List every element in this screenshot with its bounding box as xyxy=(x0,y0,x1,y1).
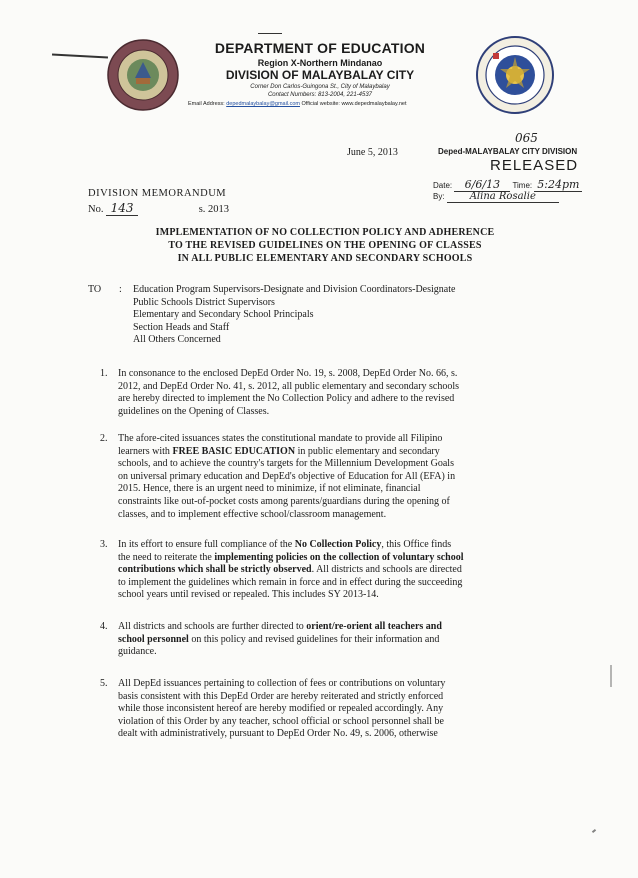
stamp-by-value: Alina Rosalie xyxy=(447,191,559,203)
paragraph-line xyxy=(118,552,548,565)
paragraph-line: dealt with administratively, pursuant to DepEd Order No. 49, s. 2006, otherwise xyxy=(118,728,438,740)
paragraph-number: 3. xyxy=(100,539,108,550)
paragraph-line: while those inconsistent hereof are hereby modified or repealed accordingly. Any xyxy=(118,703,444,715)
paragraph-5 xyxy=(100,678,548,741)
stamp-date-value: 6/6/13 xyxy=(454,178,510,192)
recipient-item: All Others Concerned xyxy=(133,334,221,345)
office-address: Corner Don Carlos-Guingona St., City of Malaybalay xyxy=(250,84,390,90)
stamp-status: RELEASED xyxy=(490,157,579,174)
recipient-item: Education Program Supervisors-Designate and Division Coordinators-Designate xyxy=(133,284,456,295)
paragraph-4 xyxy=(100,621,548,659)
scan-mark xyxy=(592,829,596,833)
stamp-date-row xyxy=(433,178,582,192)
recipient-item: Section Heads and Staff xyxy=(133,321,230,333)
scan-mark xyxy=(610,665,612,687)
website-text: Official website: www.depedmalaybalay.net xyxy=(301,101,407,107)
email-label: Email Address: xyxy=(188,101,225,107)
text-span: learners with xyxy=(118,445,173,457)
paragraph-line xyxy=(118,634,548,647)
stamp-number: 065 xyxy=(515,131,538,145)
text-span: in public elementary and secondary xyxy=(295,445,440,457)
deped-seal-logo xyxy=(475,35,555,115)
to-label: TO xyxy=(88,284,102,295)
paragraph-line: All DepEd issuances pertaining to collection of fees or contributions on voluntary xyxy=(118,678,446,689)
paragraph-line xyxy=(118,564,548,577)
paragraph-number: 5. xyxy=(100,678,108,689)
stamp-by-row xyxy=(433,191,559,203)
subject-line: IN ALL PUBLIC ELEMENTARY AND SECONDARY SCHOOLS xyxy=(177,253,473,264)
paragraph-number: 2. xyxy=(100,433,108,444)
text-span: . All districts and schools are directed xyxy=(311,564,462,576)
paragraph-line: to implement the guidelines which remain in force and in effect during the succeeding xyxy=(118,576,463,588)
paragraph-line: The afore-cited issuances states the constitutional mandate to provide all Filipino xyxy=(118,433,443,444)
division-name: DIVISION OF MALAYBALAY CITY xyxy=(225,68,415,82)
memo-date: June 5, 2013 xyxy=(347,147,398,158)
paragraph-line xyxy=(118,446,548,459)
stamp-by-label: By: xyxy=(433,192,445,201)
paragraph-line: are hereby directed to implement the No Collection Policy and adhere to the revised xyxy=(118,393,455,405)
bold-phrase: implementing policies on the collection of voluntary school xyxy=(214,551,464,563)
paragraph-line: 2015. Hence, there is an urgent need to minimize, if not eliminate, financial xyxy=(118,483,421,495)
text-span: In its effort to ensure full compliance of the xyxy=(118,539,295,550)
bold-phrase: No Collection Policy xyxy=(294,539,382,550)
pen-stroke-mark xyxy=(52,54,108,59)
memo-no-value: 143 xyxy=(106,201,138,216)
paragraph-line: school years until revised or repealed. This includes SY 2013-14. xyxy=(118,589,379,601)
paragraph-line xyxy=(118,539,548,552)
recipient-list xyxy=(119,284,456,347)
paragraph-line: In consonance to the enclosed DepEd Order No. 19, s. 2008, DepEd Order No. 66, s. xyxy=(118,368,458,379)
department-title: DEPARTMENT OF EDUCATION xyxy=(214,40,426,56)
bold-phrase: contributions which shall be strictly observed xyxy=(118,564,312,576)
memo-series: s. 2013 xyxy=(198,204,230,215)
subject-line: TO THE REVISED GUIDELINES ON THE OPENING OF CLASSES xyxy=(168,240,482,251)
memo-title: DIVISION MEMORANDUM xyxy=(88,188,227,199)
stamp-time-label: Time: xyxy=(512,181,533,190)
text-span: the need to reiterate the xyxy=(118,551,215,563)
memo-no-label: No. xyxy=(88,204,104,215)
region-name: Region X-Northern Mindanao xyxy=(257,58,383,68)
text-span: on this policy and revised guidelines for their information and xyxy=(188,633,440,645)
memo-subject xyxy=(100,226,550,265)
stamp-date-label: Date: xyxy=(433,181,453,190)
paragraph-line: schools, and to achieve the country's targets for the Millennium Development Goals xyxy=(118,458,454,470)
paragraph-3 xyxy=(100,539,548,602)
text-span: All districts and schools are further directed to xyxy=(118,621,307,632)
paragraph-line: on universal primary education and DepEd's objective of Education for All (EFA) in xyxy=(118,470,456,482)
paragraph-1 xyxy=(100,368,548,418)
paragraph-line: guidance. xyxy=(118,646,157,658)
email-link[interactable]: depedmalaybalay@gmail.com xyxy=(226,101,300,107)
stamp-office: Deped-MALAYBALAY CITY DIVISION xyxy=(438,147,578,156)
text-span: , this Office finds xyxy=(381,539,452,550)
recipient-item: Public Schools District Supervisors xyxy=(133,296,275,308)
recipient-item: Elementary and Secondary School Principals xyxy=(133,309,314,320)
email-website-line xyxy=(188,101,458,107)
paragraph-number: 1. xyxy=(100,368,108,379)
paragraph-line xyxy=(118,621,548,634)
paragraph-2 xyxy=(100,433,548,521)
paragraph-line: guidelines on the Opening of Classes. xyxy=(118,405,270,417)
paragraph-number: 4. xyxy=(100,621,108,632)
memo-number-line xyxy=(88,201,229,216)
stamp-time-value: 5:24pm xyxy=(534,178,582,192)
paragraph-line: classes, and to implement effective school/classroom management. xyxy=(118,508,387,520)
bold-phrase: orient/re-orient all teachers and xyxy=(306,621,442,632)
contact-numbers: Contact Numbers: 813-2004, 221-4537 xyxy=(267,92,373,98)
paragraph-line: 2012, and DepEd Order No. 41, s. 2012, all public elementary and secondary schools xyxy=(118,380,460,392)
subject-line: IMPLEMENTATION OF NO COLLECTION POLICY AND ADHERENCE xyxy=(155,227,495,238)
to-colon: : xyxy=(119,284,122,295)
bold-phrase: school personnel xyxy=(118,633,189,645)
paragraph-line: violation of this Order by any teacher, school official or school personnel shall be xyxy=(118,715,444,727)
paragraph-line: basis consistent with this DepEd Order are hereby reiterated and strictly enforced xyxy=(118,690,444,702)
paragraph-line: constraints like out-of-pocket costs among parents/guardians during the opening of xyxy=(118,495,450,507)
header-top-rule xyxy=(258,33,282,34)
bold-phrase: FREE BASIC EDUCATION xyxy=(172,445,296,457)
